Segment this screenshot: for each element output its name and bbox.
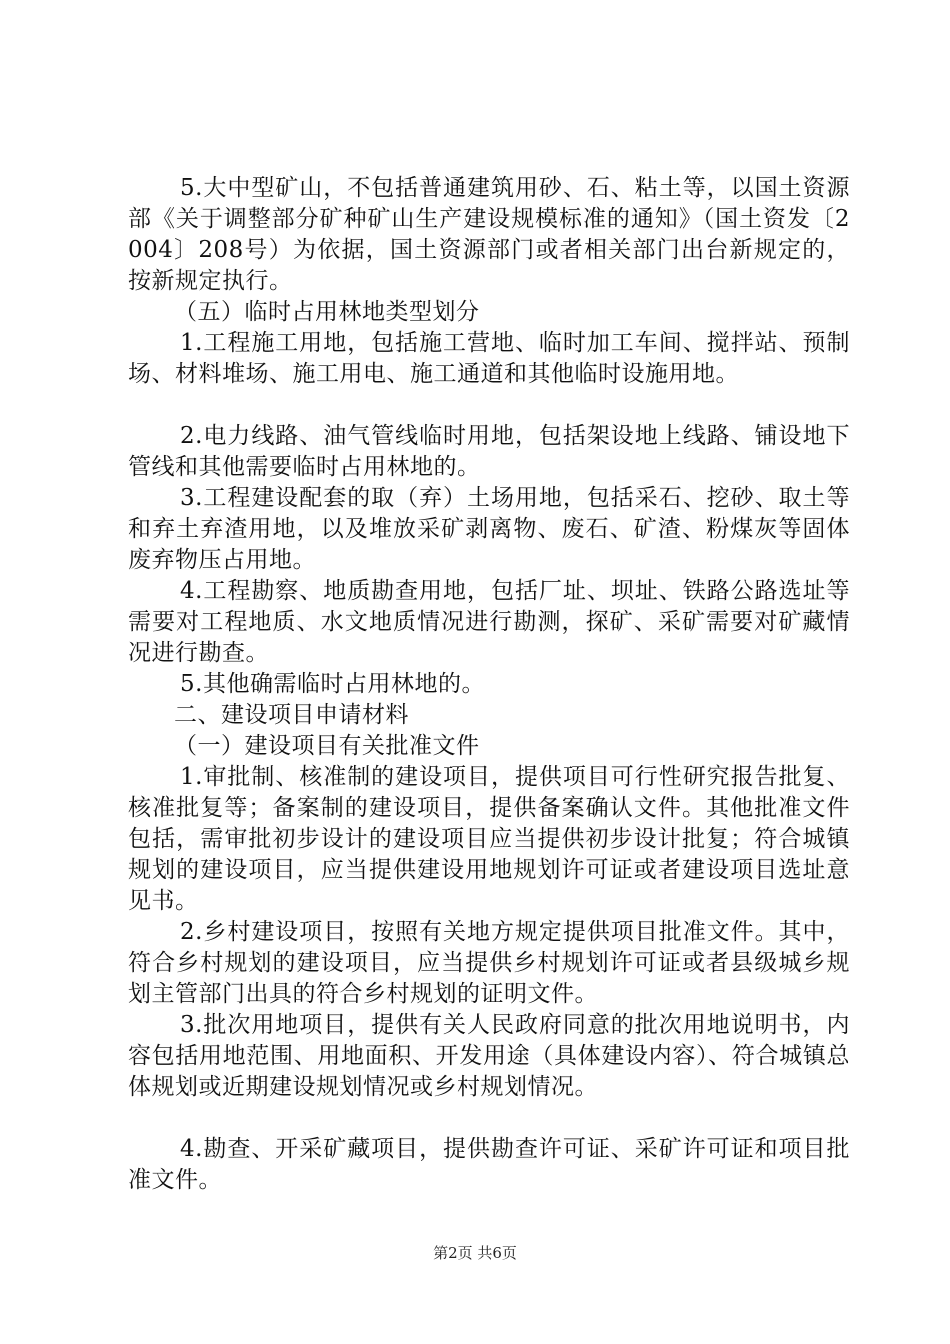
paragraph-mining-projects: 4.勘查、开采矿藏项目，提供勘查许可证、采矿许可证和项目批准文件。 bbox=[128, 1136, 850, 1193]
paragraph-approval-projects: 1.审批制、核准制的建设项目，提供项目可行性研究报告批复、核准批复等；备案制的建设项目，提供备案确认文件。其他批准文件包括，需审批初步设计的建设项目应当提供初步设计批复；符合城镇规划的建设项目，应当提供建设用地规划许可证或者建设项目选址意见书。 bbox=[128, 764, 850, 914]
paragraph-survey-land: 4.工程勘察、地质勘查用地，包括厂址、坝址、铁路公路选址等需要对工程地质、水文地质情况进行勘测，探矿、采矿需要对矿藏情况进行勘查。 bbox=[128, 578, 850, 666]
section-heading-temporary-forest-land: （五）临时占用林地类型划分 bbox=[174, 299, 480, 325]
paragraph-power-pipeline: 2.电力线路、油气管线临时用地，包括架设地上线路、铺设地下管线和其他需要临时占用林地的。 bbox=[128, 423, 850, 480]
document-body bbox=[128, 173, 850, 1196]
paragraph-other-temporary: 5.其他确需临时占用林地的。 bbox=[180, 671, 485, 697]
paragraph-construction-land: 1.工程施工用地，包括施工营地、临时加工车间、搅拌站、预制场、材料堆场、施工用电、施工通道和其他临时设施用地。 bbox=[128, 330, 850, 387]
paragraph-large-mines: 5.大中型矿山，不包括普通建筑用砂、石、粘土等，以国土资源部《关于调整部分矿种矿山生产建设规模标准的通知》（国土资发〔2004〕208号）为依据，国土资源部门或者相关部门出台新规定的，按新规定执行。 bbox=[128, 175, 850, 294]
section-heading-application-materials: 二、建设项目申请材料 bbox=[174, 702, 409, 728]
paragraph-rural-projects: 2.乡村建设项目，按照有关地方规定提供项目批准文件。其中，符合乡村规划的建设项目，应当提供乡村规划许可证或者县级城乡规划主管部门出具的符合乡村规划的证明文件。 bbox=[128, 919, 850, 1007]
subsection-heading-approval-documents: （一）建设项目有关批准文件 bbox=[174, 733, 480, 759]
page-footer: 第2页 共6页 bbox=[433, 1244, 517, 1262]
paragraph-soil-borrow: 3.工程建设配套的取（弃）土场用地，包括采石、挖砂、取土等和弃土弃渣用地，以及堆放采矿剥离物、废石、矿渣、粉煤灰等固体废弃物压占用地。 bbox=[128, 485, 850, 573]
paragraph-batch-land: 3.批次用地项目，提供有关人民政府同意的批次用地说明书，内容包括用地范围、用地面积、开发用途（具体建设内容）、符合城镇总体规划或近期建设规划情况或乡村规划情况。 bbox=[128, 1012, 850, 1100]
